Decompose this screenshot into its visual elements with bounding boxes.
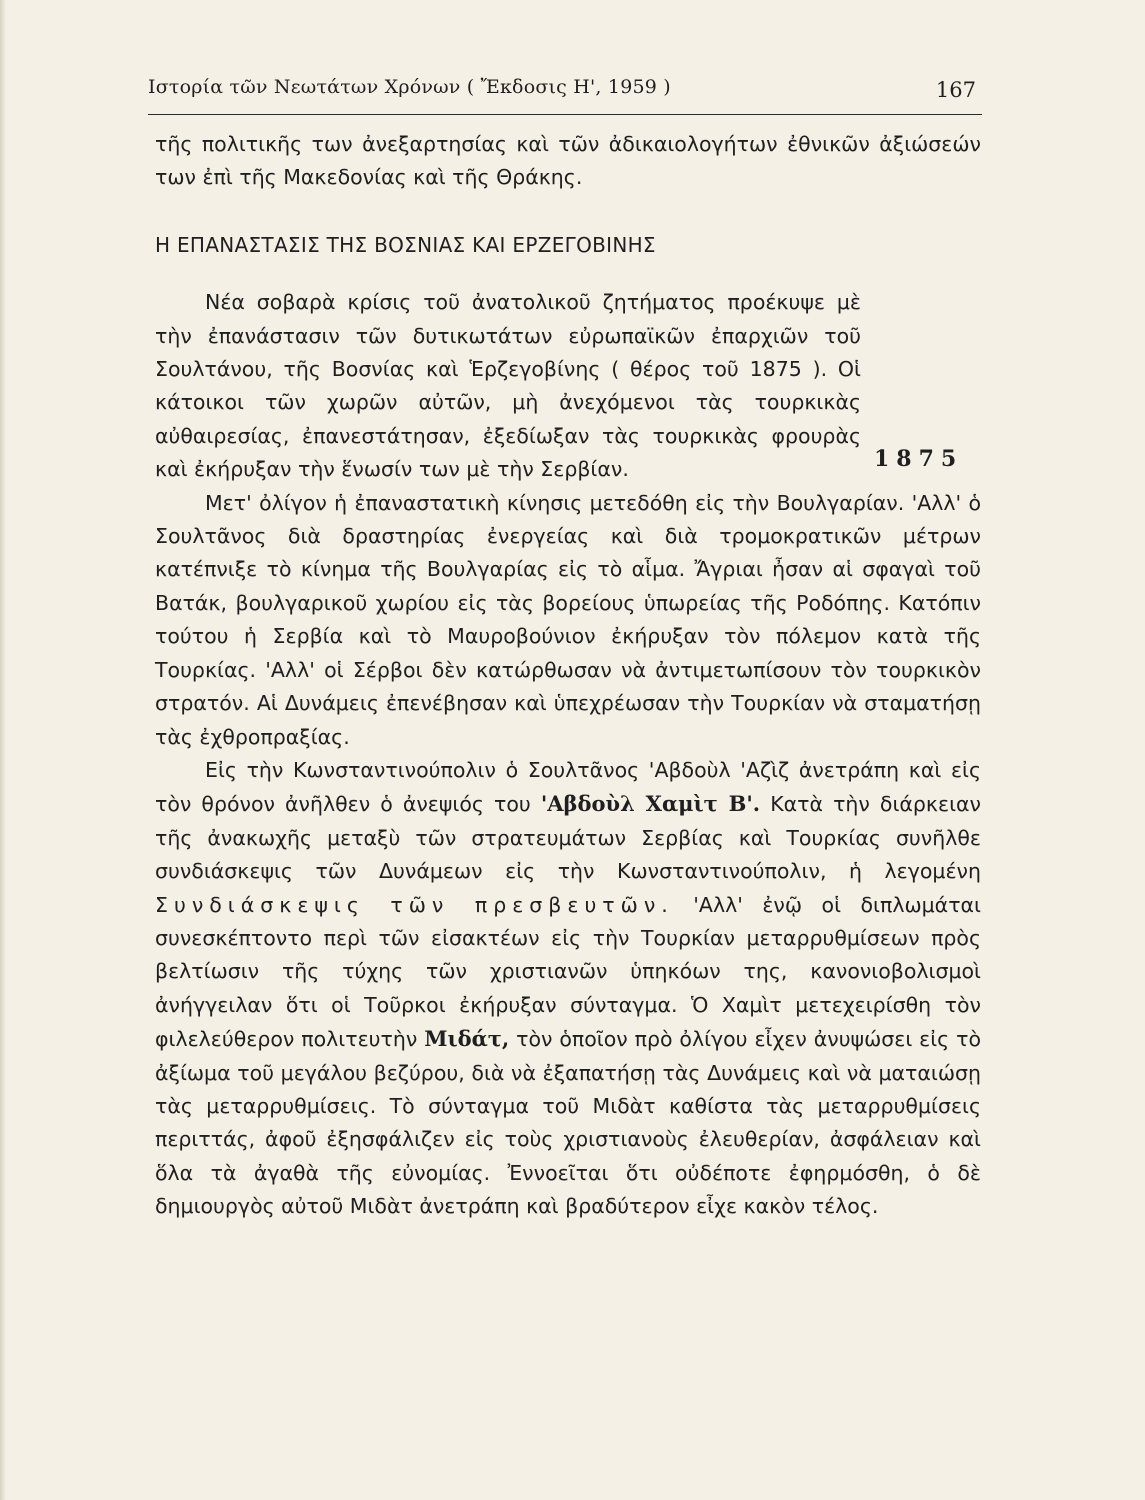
paragraph-3-part-d: τὸν ὁποῖον πρὸ ὀλίγου εἶχεν ἀνυψώσει εἰς τὸ ἀξίωμα τοῦ μεγάλου βεζύρου, διὰ νὰ ἐξαπατήσῃ τὰς Δυνάμεις καὶ νὰ ματαιώσῃ τὰς μεταρρυθμίσεις. Τὸ σύνταγμα τοῦ Μιδὰτ καθίστα τὰς μεταρρυθμίσεις περιττάς, ἀφοῦ ἐξησφάλιζεν εἰς τοὺς χριστιανοὺς ἐλευθερίαν, ἀσφάλειαν καὶ ὅλα τὰ ἀγαθὰ τῆς εὐνομίας. Ἐννοεῖται ὅτι οὐδέποτε ἐφηρμόσθη, ὁ δὲ δημιουργὸς αὐτοῦ Μιδὰτ ἀνετράπη καὶ βραδύτερον εἶχε κακὸν τέλος. [155,1027,981,1219]
paragraph-1-text: Νέα σοβαρὰ κρίσις τοῦ ἀνατολικοῦ ζητήματος προέκυψε μὲ τὴν ἐπανάστασιν τῶν δυτικωτάτων εὐρωπαϊκῶν ἐπαρχιῶν τοῦ Σουλτάνου, τῆς Βοσνίας καὶ Ἑρζεγοβίνης ( θέρος τοῦ 1875 ). Οἱ κάτοικοι τῶν χωρῶν αὐτῶν, μὴ ἀνεχόμενοι τὰς τουρκικὰς αὐθαιρεσίας, ἐπανεστάτησαν, ἐξεδίωξαν τὰς τουρκικὰς φρουρὰς καὶ ἐκήρυξαν τὴν ἕνωσίν των μὲ τὴν Σερβίαν. [155,290,861,482]
page-body [155,128,981,1224]
paragraph-1 [155,286,981,486]
page-number: 167 [935,78,976,102]
paragraph-2: Μετ' ὀλίγον ἡ ἐπαναστατικὴ κίνησις μετεδόθη εἰς τὴν Βουλγαρίαν. 'Αλλ' ὁ Σουλτᾶνος διὰ δραστηρίας ἐνεργείας καὶ διὰ τρομοκρατικῶν μέτρων κατέπνιξε τὸ κίνημα τῆς Βουλγαρίας εἰς τὸ αἷμα. Ἄγριαι ἦσαν αἱ σφαγαὶ τοῦ Βατάκ, βουλγαρικοῦ χωρίου εἰς τὰς βορείους ὑπωρείας τῆς Ροδόπης. Κατόπιν τούτου ἡ Σερβία καὶ τὸ Μαυροβούνιον ἐκήρυξαν τὸν πόλεμον κατὰ τῆς Τουρκίας. 'Αλλ' οἱ Σέρβοι δὲν κατώρθωσαν νὰ ἀντιμετωπίσουν τὸν τουρκικὸν στρατόν. Αἱ Δυνάμεις ἐπενέβησαν καὶ ὑπεχρέωσαν τὴν Τουρκίαν νὰ σταματήσῃ τὰς ἐχθροπραξίας. [155,490,981,749]
margin-year-note: 1875 [874,446,964,472]
running-header [148,70,982,110]
midhat-name: Μιδάτ, [424,1026,510,1052]
intro-paragraph: τῆς πολιτικῆς των ἀνεξαρτησίας καὶ τῶν ἀδικαιολογήτων ἐθνικῶν ἀξιώσεών των ἐπὶ τῆς Μακεδονίας καὶ τῆς Θράκης. [155,132,981,190]
abdul-hamid-name: 'Αβδοὺλ Χαμὶτ Β'. [540,791,761,817]
header-rule [148,114,982,115]
paragraph-3 [155,754,981,1224]
header-title: Ιστορία τῶν Νεωτάτων Χρόνων ( Ἔκδοσις Η', 1959 ) [148,76,671,98]
page-edge [0,0,6,1500]
section-title: Η ΕΠΑΝΑΣΤΑΣΙΣ ΤΗΣ ΒΟΣΝΙΑΣ ΚΑΙ ΕΡΖΕΓΟΒΙΝΗΣ [155,232,656,257]
paragraph-3-part-a: Εἰς τὴν Κωνσταντινούπολιν ὁ Σουλτᾶνος 'Αβδοὺλ 'Αζὶζ ἀνετράπη καὶ εἰς τὸν θρόνον ἀνῆλθεν ὁ ἀνεψιός του [155,757,981,817]
ambassadors-conference-term: Συνδιάσκεψις τῶν πρεσβευτῶν. [155,892,674,917]
paragraph-3-part-c: 'Αλλ' ἐνῷ οἱ διπλωμάται συνεσκέπτοντο περὶ τῶν εἰσακτέων εἰς τὴν Τουρκίαν μεταρρυθμίσεων πρὸς βελτίωσιν τῆς τύχης τῶν χριστιανῶν ὑπηκόων της, κανονιοβολισμοὶ ἀνήγγειλαν ὅτι οἱ Τοῦρκοι ἐκήρυξαν σύνταγμα. Ὁ Χαμὶτ μετεχειρίσθη τὸν φιλελεύθερον πολιτευτὴν [155,892,981,1052]
paragraph-3-part-b: Κατὰ τὴν διάρκειαν τῆς ἀνακωχῆς μεταξὺ τῶν στρατευμάτων Σερβίας καὶ Τουρκίας συνῆλθε συνδιάσκεψις τῶν Δυνάμεων εἰς τὴν Κωνσταντινούπολιν, ἡ λεγομένη [155,792,981,884]
